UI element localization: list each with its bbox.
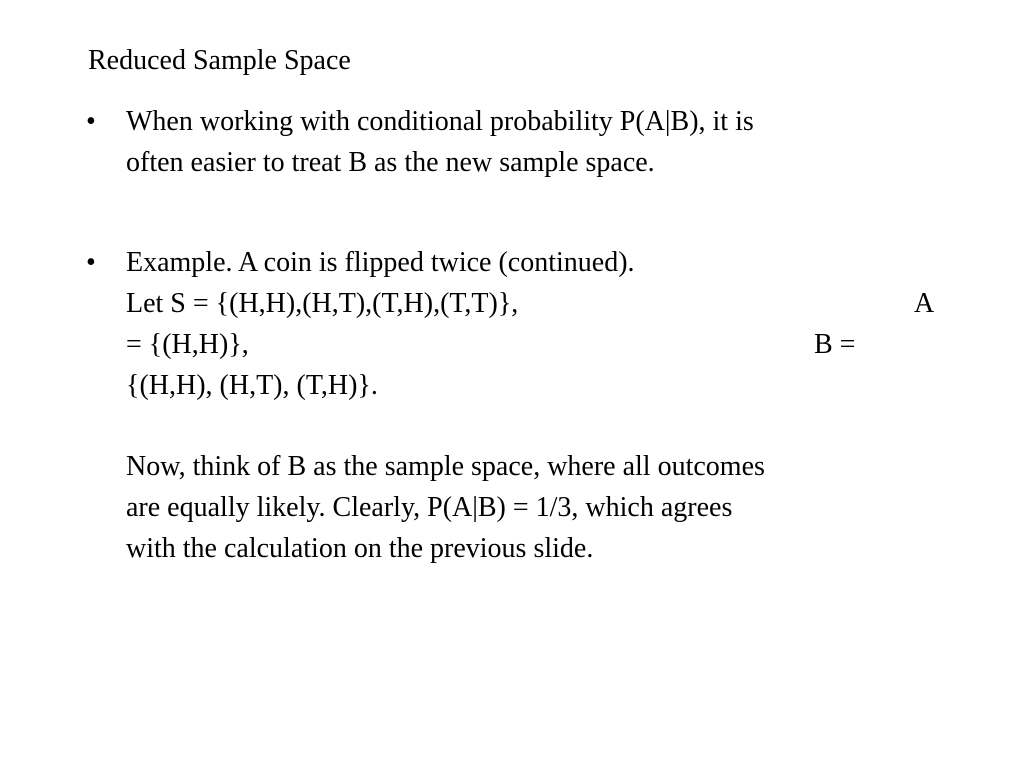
bullet2-line2-left: Let S = {(H,H),(H,T),(T,H),(T,T)}, xyxy=(126,288,519,319)
bullet2-line1: Example. A coin is flipped twice (continued). xyxy=(126,247,635,278)
bullet2-line4: {(H,H), (H,T), (T,H)}. xyxy=(126,370,378,401)
bullet-marker: • xyxy=(86,106,96,137)
bullet2-line7: with the calculation on the previous slide. xyxy=(126,533,594,564)
bullet2-line3-right: B = xyxy=(814,329,856,360)
slide-title: Reduced Sample Space xyxy=(88,45,351,76)
bullet-marker: • xyxy=(86,247,96,278)
bullet1-line2: often easier to treat B as the new sample space. xyxy=(126,147,655,178)
bullet2-line5: Now, think of B as the sample space, where all outcomes xyxy=(126,451,765,482)
bullet1-line1: When working with conditional probability P(A|B), it is xyxy=(126,106,754,137)
bullet2-line3-left: = {(H,H)}, xyxy=(126,329,249,360)
bullet2-line2-right: A xyxy=(914,288,935,319)
bullet2-line6: are equally likely. Clearly, P(A|B) = 1/3, which agrees xyxy=(126,492,733,523)
